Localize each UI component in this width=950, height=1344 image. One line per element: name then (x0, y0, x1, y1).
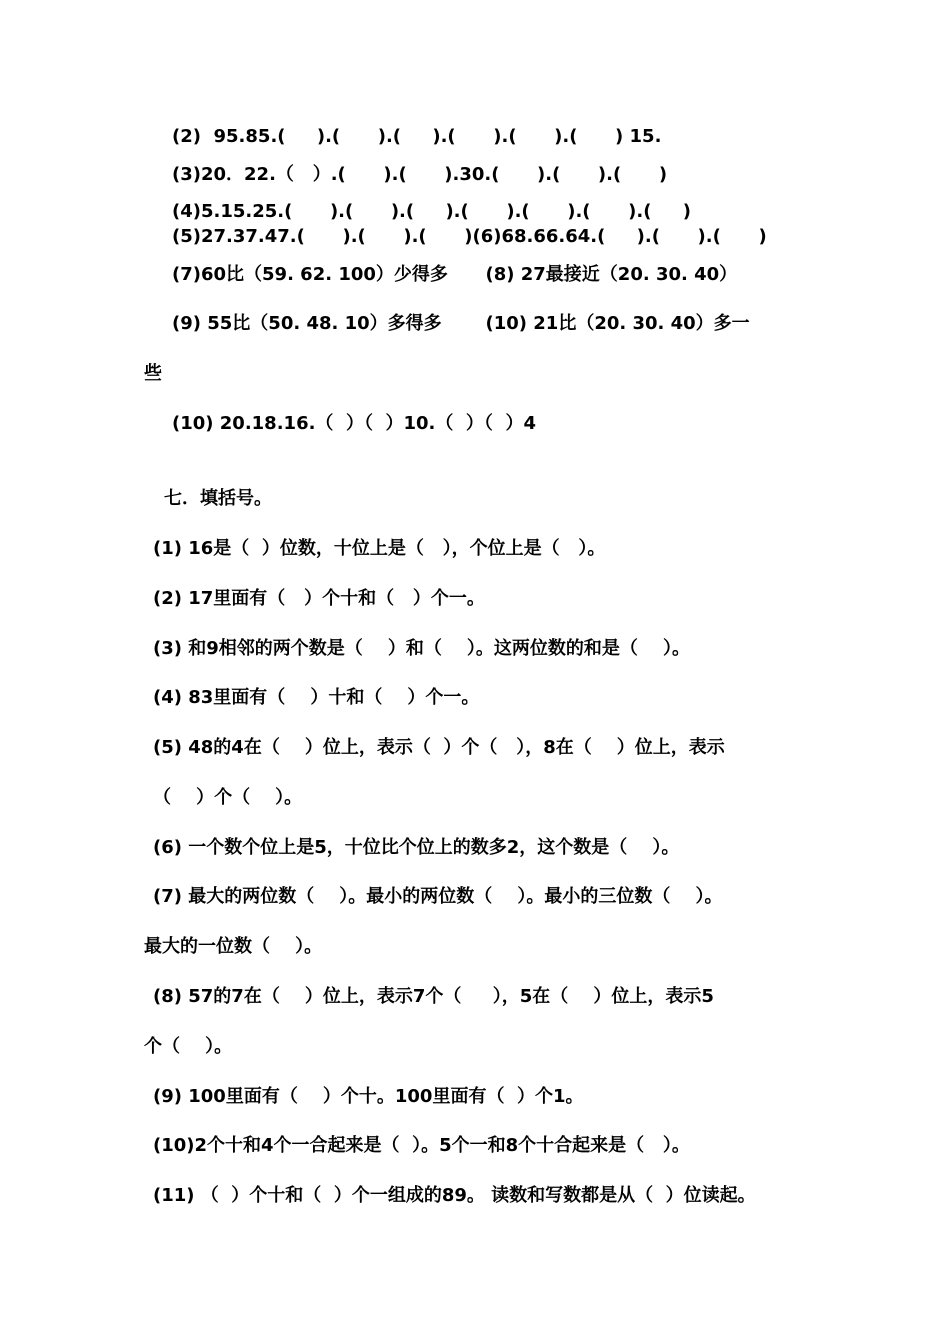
question-4: (4) 83里面有（ ）十和（ ）个一。 (153, 687, 480, 708)
compare-line-7-8: (7)60比（59. 62. 100）少得多 (8) 27最接近（20. 30. 40） (172, 264, 738, 285)
question-5: (5) 48的4在（ ）位上，表示（ ）个（ ），8在（ ）位上，表示 (153, 737, 725, 758)
question-8-continuation: 个（ ）。 (144, 1036, 233, 1057)
question-9: (9) 100里面有（ ）个十。100里面有（ ）个1。 (153, 1086, 584, 1107)
sequence-line-4: (4)5.15.25.( ).( ).( ).( ).( ).( ).( ) (172, 201, 691, 222)
compare-line-9-10: (9) 55比（50. 48. 10）多得多 (10) 21比（20. 30. 40）多一 (172, 313, 750, 334)
question-2: (2) 17里面有（ ）个十和（ ）个一。 (153, 588, 485, 609)
sequence-line-2: (2) 95.85.( ).( ).( ).( ).( ).( ) 15. (172, 126, 662, 147)
question-3: (3) 和9相邻的两个数是（ ）和（ ）。这两位数的和是（ ）。 (153, 638, 690, 659)
section-title: 七．填括号。 (164, 488, 272, 509)
question-5-continuation: （ ）个（ ）。 (153, 787, 303, 808)
question-1: (1) 16是（ ）位数，十位上是（ ），个位上是（ ）。 (153, 538, 606, 559)
sequence-line-5-6: (5)27.37.47.( ).( ).( )(6)68.66.64.( ).( ).( ) (172, 226, 767, 247)
question-7: (7) 最大的两位数（ ）。最小的两位数（ ）。最小的三位数（ ）。 (153, 886, 723, 907)
question-7-continuation: 最大的一位数（ ）。 (144, 936, 323, 957)
question-8: (8) 57的7在（ ）位上，表示7个（ ），5在（ ）位上，表示5 (153, 986, 714, 1007)
sequence-line-3: (3)20．22.（ ）.( ).( ).30.( ).( ).( ) (172, 164, 668, 185)
compare-line-continuation: 些 (144, 363, 162, 384)
question-11: (11) （ ）个十和（ ）个一组成的89。 读数和写数都是从（ ）位读起。 (153, 1185, 756, 1206)
question-6: (6) 一个数个位上是5，十位比个位上的数多2，这个数是（ ）。 (153, 837, 680, 858)
sequence-line-10: (10) 20.18.16.（ ）（ ）10.（ ）（ ）4 (172, 413, 536, 434)
question-10: (10)2个十和4个一合起来是（ ）。5个一和8个十合起来是（ ）。 (153, 1135, 690, 1156)
